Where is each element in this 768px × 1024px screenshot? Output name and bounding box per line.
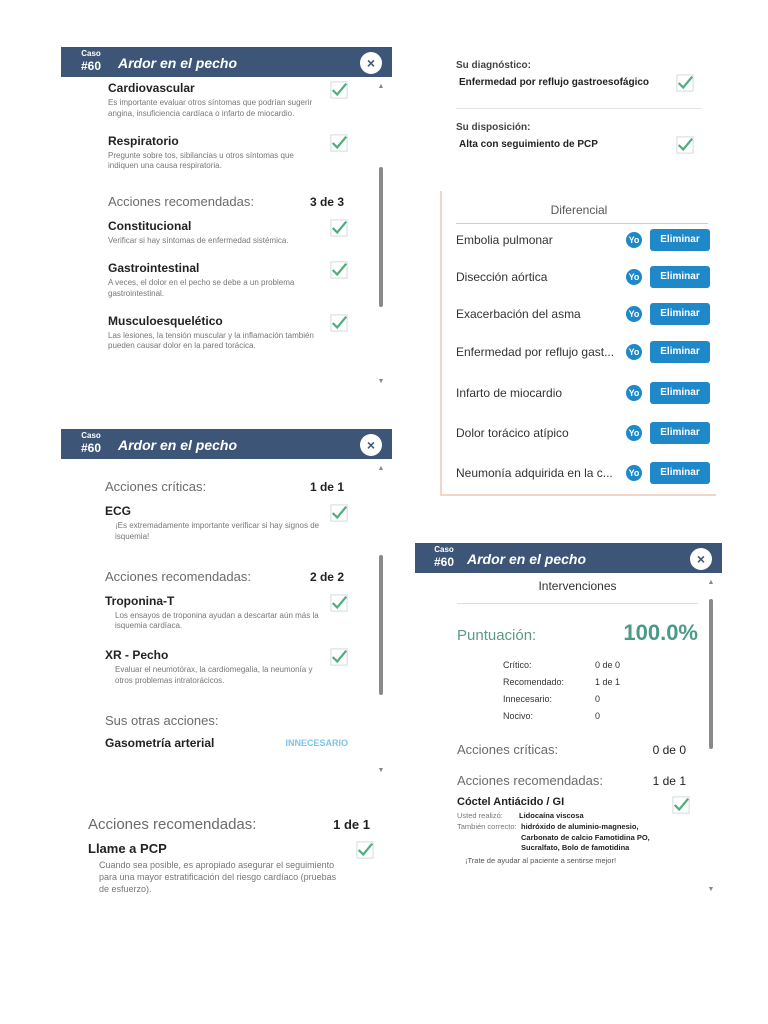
section-count: 1 de 1	[309, 480, 344, 494]
section-title: Acciones recomendadas:	[108, 194, 254, 210]
differential-row	[456, 228, 708, 252]
section-count: 0 de 0	[652, 743, 686, 757]
scrollbar[interactable]	[376, 465, 386, 774]
stat-label: Crítico:	[503, 660, 532, 670]
list-item-xr-pecho	[105, 648, 362, 687]
list-item-constitucional	[108, 219, 362, 247]
scroll-up-icon[interactable]: ▲	[707, 579, 715, 586]
item-title: ECG	[105, 504, 132, 518]
stat-label: Innecesario:	[503, 694, 553, 704]
item-desc: Verificar si hay síntomas de enfermedad sistémica.	[108, 236, 289, 246]
yo-badge: Yo	[626, 425, 642, 441]
section-count: 3 de 3	[309, 195, 344, 210]
item-desc: Es importante evaluar otros síntomas que podrían sugerir angina, insuficiencia cardíaca o infarto de miocardio.	[108, 98, 313, 118]
panel-header	[415, 543, 722, 573]
panel-title: Ardor en el pecho	[467, 551, 587, 567]
panel-title: Ardor en el pecho	[118, 437, 238, 453]
check-icon	[330, 219, 348, 237]
item-desc: Las lesiones, la tensión muscular y la inflamación también pueden causar dolor en la pared torácica.	[108, 330, 314, 351]
close-button[interactable]: ×	[360, 52, 382, 74]
eliminar-button[interactable]: Eliminar	[650, 382, 710, 404]
case-panel-2	[61, 429, 392, 780]
stat-value: 1 de 1	[595, 677, 621, 687]
diagnosis-value: Enfermedad por reflujo gastroesofágico	[459, 77, 650, 88]
section-heading	[105, 569, 362, 584]
item-desc: Evaluar el neumotórax, la cardiomegalia, la neumonía y otros problemas intratorácicos.	[115, 665, 313, 685]
panel-body	[61, 459, 392, 780]
stat-value: 0 de 0	[595, 660, 621, 670]
differential-row	[456, 461, 708, 485]
section-heading	[105, 713, 362, 728]
differential-row	[456, 302, 708, 326]
list-item-gastrointestinal	[108, 261, 362, 300]
also-value: hidróxido de aluminio-magnesio, Carbonato de calcio Famotidina PO, Sucralfato, Bolo de famotidina	[521, 822, 650, 852]
differential-name: Enfermedad por reflujo gast...	[456, 345, 615, 359]
item-desc: ¡Es extremadamente importante verificar si hay signos de isquemia!	[115, 521, 320, 541]
panel-body	[61, 77, 392, 391]
stat-row	[503, 677, 698, 694]
disposition-label: Su disposición:	[456, 122, 531, 133]
check-icon	[672, 796, 690, 814]
section-heading	[457, 773, 698, 788]
diagnosis-section	[456, 60, 704, 88]
yo-badge: Yo	[626, 465, 642, 481]
eliminar-button[interactable]: Eliminar	[650, 229, 710, 251]
check-icon	[330, 314, 348, 332]
item-title: Troponina-T	[105, 593, 175, 608]
item-title: Llame a PCP	[88, 841, 167, 856]
diagnosis-label: Su diagnóstico:	[456, 60, 531, 71]
item-desc: A veces, el dolor en el pecho se debe a un problema gastrointestinal.	[108, 277, 295, 298]
item-title: Gasometría arterial	[105, 735, 215, 750]
eliminar-button[interactable]: Eliminar	[650, 462, 710, 484]
case-number: #60	[434, 555, 455, 569]
section-title: Acciones recomendadas:	[105, 568, 251, 584]
yo-badge: Yo	[626, 306, 642, 322]
close-button[interactable]: ×	[690, 548, 712, 570]
stat-label: Recomendado:	[503, 677, 565, 687]
yo-badge: Yo	[626, 269, 642, 285]
eliminar-button[interactable]: Eliminar	[650, 266, 710, 288]
scroll-thumb[interactable]	[379, 555, 383, 695]
panel-body	[415, 573, 722, 899]
also-label: También correcto:	[457, 822, 517, 831]
differential-row	[456, 265, 708, 289]
panel-header	[61, 429, 392, 459]
score-label: Puntuación:	[457, 627, 537, 644]
check-icon	[330, 261, 348, 279]
scrollbar[interactable]	[376, 83, 386, 385]
differential-name: Embolia pulmonar	[456, 233, 553, 247]
stat-value: 0	[595, 711, 601, 721]
section-title: Acciones recomendadas:	[457, 773, 603, 788]
eliminar-button[interactable]: Eliminar	[650, 303, 710, 325]
section-count: 2 de 2	[309, 569, 344, 584]
case-label: Caso	[81, 49, 101, 58]
did-row	[457, 811, 658, 820]
case-panel-1	[61, 47, 392, 391]
panel-title: Ardor en el pecho	[118, 55, 238, 71]
case-badge	[81, 50, 101, 72]
score-value: 100.0%	[623, 620, 698, 645]
unnecessary-tag: INNECESARIO	[285, 737, 348, 748]
also-row	[457, 822, 658, 854]
differential-title: Diferencial	[550, 203, 608, 217]
yo-badge: Yo	[626, 385, 642, 401]
differential-name: Dolor torácico atípico	[456, 426, 569, 440]
item-desc: Pregunte sobre tos, sibilancias u otros síntomas que indiquen una causa respiratoria.	[108, 150, 294, 171]
differential-row	[456, 421, 708, 445]
case-panel-3	[415, 543, 722, 899]
section-count: 1 de 1	[652, 774, 686, 788]
scroll-down-icon[interactable]: ▼	[707, 886, 715, 893]
list-item-llame-pcp	[88, 841, 388, 895]
check-icon	[356, 841, 374, 859]
panel-header	[61, 47, 392, 77]
yo-badge: Yo	[626, 344, 642, 360]
scrollbar[interactable]	[706, 579, 716, 893]
did-label: Usted realizó:	[457, 811, 503, 820]
disposition-section	[456, 122, 704, 150]
stat-value: 0	[595, 694, 601, 704]
check-icon	[330, 504, 348, 522]
eliminar-button[interactable]: Eliminar	[650, 422, 710, 444]
differential-box	[440, 191, 716, 496]
section-heading	[108, 194, 362, 209]
close-button[interactable]: ×	[360, 434, 382, 456]
section-heading	[457, 742, 698, 757]
disposition-value: Alta con seguimiento de PCP	[459, 139, 598, 150]
did-value: Lidocaína viscosa	[519, 811, 584, 820]
differential-row	[456, 340, 708, 364]
check-icon	[676, 136, 694, 154]
item-desc: Los ensayos de troponina ayudan a descartar aún más la isquemia cardíaca.	[115, 610, 319, 631]
scroll-up-icon[interactable]: ▲	[377, 465, 385, 472]
divider	[456, 108, 702, 109]
stat-label: Nocivo:	[503, 711, 534, 721]
case-badge	[81, 432, 101, 454]
section-title: Acciones recomendadas:	[88, 816, 257, 833]
stats-table	[457, 660, 698, 728]
footer-hint: ¡Trate de ayudar al paciente a sentirse mejor!	[465, 855, 617, 865]
scroll-up-icon[interactable]: ▲	[377, 83, 385, 90]
case-number: #60	[81, 441, 102, 455]
list-item-ecg	[105, 504, 362, 543]
check-icon	[330, 594, 348, 612]
list-item-cardiovascular	[108, 81, 362, 120]
scroll-down-icon[interactable]: ▼	[377, 378, 385, 385]
item-desc: Cuando sea posible, es apropiado asegurar el seguimiento para una mayor estratificación del riesgo cardíaco (pruebas de esfuerzo).	[99, 860, 337, 895]
stat-row	[503, 711, 698, 728]
section-heading	[88, 816, 388, 833]
item-title: Cardiovascular	[108, 81, 195, 95]
list-item-gasometria	[105, 736, 362, 750]
list-item-troponina	[105, 594, 362, 633]
section-title: Acciones críticas:	[105, 479, 207, 494]
score-row	[457, 620, 698, 646]
differential-name: Exacerbación del asma	[456, 307, 581, 321]
list-item-coctel	[457, 796, 698, 865]
stat-row	[503, 694, 698, 711]
divider	[456, 223, 708, 224]
differential-name: Neumonía adquirida en la c...	[456, 466, 613, 480]
item-title: Respiratorio	[108, 133, 179, 148]
yo-badge: Yo	[626, 232, 642, 248]
check-icon	[676, 74, 694, 92]
item-title: Constitucional	[108, 219, 192, 234]
item-title: Cóctel Antiácido / GI	[457, 796, 565, 808]
item-title: XR - Pecho	[105, 648, 169, 663]
check-icon	[330, 648, 348, 666]
diagnosis-card	[440, 48, 716, 498]
eliminar-button[interactable]: Eliminar	[650, 341, 710, 363]
case-label: Caso	[434, 545, 454, 554]
section-title: Sus otras acciones:	[105, 712, 219, 728]
section-count: 1 de 1	[333, 817, 370, 832]
case-badge	[434, 546, 454, 568]
item-title: Gastrointestinal	[108, 260, 200, 275]
differential-name: Infarto de miocardio	[456, 386, 563, 400]
recommended-card	[88, 816, 388, 906]
scroll-down-icon[interactable]: ▼	[377, 767, 385, 774]
list-item-respiratorio	[108, 134, 362, 173]
section-heading	[105, 479, 362, 494]
item-title: Musculoesquelético	[108, 313, 223, 328]
check-icon	[330, 134, 348, 152]
interventions-title: Intervenciones	[457, 579, 698, 604]
list-item-musculoesqueletico	[108, 314, 362, 353]
case-label: Caso	[81, 431, 101, 440]
differential-name: Disección aórtica	[456, 270, 548, 284]
case-number: #60	[81, 59, 102, 73]
stat-row	[503, 660, 698, 677]
scroll-thumb[interactable]	[379, 167, 383, 307]
differential-row	[456, 381, 708, 405]
check-icon	[330, 81, 348, 99]
scroll-thumb[interactable]	[709, 599, 713, 749]
section-title: Acciones críticas:	[457, 742, 559, 757]
